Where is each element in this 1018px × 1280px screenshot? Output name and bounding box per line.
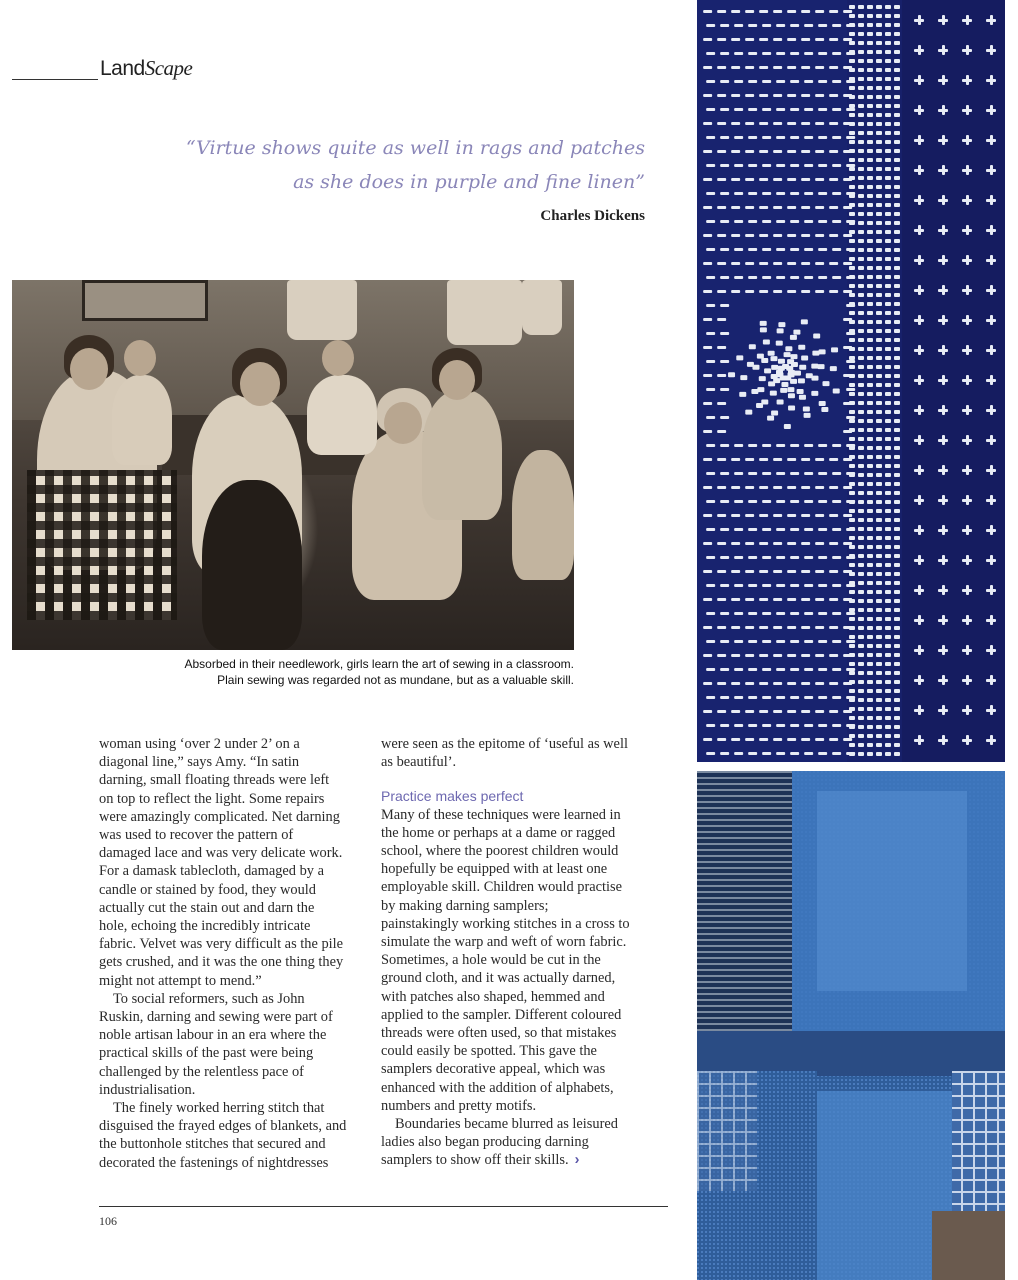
girl-face — [70, 348, 108, 390]
body-line: were seen as the epitome of ‘useful as well — [381, 736, 628, 752]
hanging-garment — [447, 280, 522, 345]
article-right-column — [381, 735, 643, 1170]
body-line: Boundaries became blurred as leisured — [395, 1116, 618, 1133]
body-line: numbers and pretty motifs. — [381, 1097, 537, 1114]
quote-line-2: as she does in purple and fine linen” — [293, 171, 645, 193]
body-line: employable skill. Children would practise — [381, 879, 622, 896]
body-line: could easily be spotted. This gave the — [381, 1043, 597, 1060]
body-line: candle or stained by food, they would — [99, 881, 317, 898]
masthead — [12, 56, 193, 82]
body-line: woman using ‘over 2 under 2’ on a — [99, 736, 300, 752]
body-line: the buttonhole stitches that secured and — [99, 1136, 326, 1153]
girl-face — [240, 362, 280, 406]
body-line: hole, echoing the incredibly intricate — [99, 918, 311, 935]
photo-caption — [12, 656, 574, 688]
body-line: might not attempt to mend.” — [99, 972, 262, 989]
quote-attribution: Charles Dickens — [540, 208, 645, 224]
page-number: 106 — [99, 1214, 117, 1228]
pull-quote — [150, 131, 645, 199]
quote-line-1: “Virtue shows quite as well in rags and patches — [185, 137, 645, 159]
body-line: hopefully be equipped with at least one — [381, 861, 608, 878]
caption-line-2: Plain sewing was regarded not as mundane, but as a valuable skill. — [217, 673, 574, 687]
body-line: school, where the poorest children would — [381, 843, 619, 860]
body-line: The finely worked herring stitch that — [113, 1100, 325, 1117]
final-text: samplers to show off their skills. — [381, 1152, 569, 1169]
body-line: For a damask tablecloth, damaged by a — [99, 863, 324, 880]
plaid-skirt — [27, 470, 177, 620]
body-line: with patches also shaped, hemmed and — [381, 988, 605, 1005]
body-line: Many of these techniques were learned in — [381, 806, 621, 823]
body-line: applied to the sampler. Different coloured — [381, 1006, 622, 1023]
girl-face — [384, 402, 422, 444]
body-line: decorated the fastenings of nightdresses — [99, 1154, 329, 1171]
body-line: the home or perhaps at a dame or ragged — [381, 824, 616, 841]
sashiko-stitch-pattern — [697, 0, 1005, 762]
article-left-column — [99, 735, 357, 1172]
body-line: gets crushed, and it was the one thing they — [99, 954, 344, 971]
body-line-final — [381, 1151, 643, 1169]
body-line: on top to reflect the light. Some repairs — [99, 790, 325, 807]
body-line: diagonal line,” says Amy. “In satin — [99, 754, 300, 771]
body-line: practical skills of the past were being — [99, 1045, 314, 1062]
patched-indigo-cloth — [697, 771, 1005, 1280]
body-line: disguised the frayed edges of blankets, and — [99, 1118, 347, 1135]
seated-girl — [422, 390, 502, 520]
logo-land: Land — [100, 57, 145, 80]
footer-rule — [99, 1206, 668, 1207]
boro-textile-image-bottom — [697, 771, 1005, 1280]
body-line: samplers decorative appeal, which was — [381, 1061, 606, 1078]
body-line: as beautiful’. — [381, 754, 457, 771]
body-line: actually cut the stain out and darn the — [99, 899, 315, 916]
hanging-garment — [287, 280, 357, 340]
seated-girl — [307, 375, 377, 455]
magazine-logo — [98, 56, 194, 81]
body-line: challenged by the relentless pace of — [99, 1063, 304, 1080]
body-line: Ruskin, darning and sewing were part of — [99, 1009, 333, 1026]
body-line: ground cloth, and it was actually darned, — [381, 970, 616, 987]
body-line: darning, small floating threads were left — [99, 772, 330, 789]
end-mark-icon: › — [574, 1152, 580, 1169]
body-line: threads were often used, so that mistakes — [381, 1025, 617, 1042]
classroom-photo — [12, 280, 574, 650]
body-line: ladies also began producing darning — [381, 1134, 589, 1151]
caption-line-1: Absorbed in their needlework, girls learn the art of sewing in a classroom. — [184, 657, 574, 671]
body-line: Sometimes, a hole would be cut in the — [381, 952, 601, 969]
body-line: fabric. Velvet was very difficult as the pile — [99, 936, 344, 953]
section-subheading: Practice makes perfect — [381, 788, 524, 805]
body-line: by making darning samplers; — [381, 897, 549, 914]
body-line: were amazingly complicated. Net darning — [99, 808, 340, 825]
body-line: industrialisation. — [99, 1081, 196, 1098]
body-line: damaged lace and was very delicate work. — [99, 845, 343, 862]
hanging-garment — [522, 280, 562, 335]
body-line: enhanced with the addition of alphabets, — [381, 1079, 614, 1096]
body-line: painstakingly working stitches in a cross to — [381, 915, 630, 932]
photo-window — [82, 280, 208, 321]
body-line: noble artisan labour in an era where the — [99, 1027, 327, 1044]
seated-girl — [112, 375, 172, 465]
girl-face — [124, 340, 156, 376]
logo-scape: Scape — [144, 56, 193, 80]
body-line: was used to recover the pattern of — [99, 827, 294, 844]
seated-girl — [512, 450, 574, 580]
girl-face — [322, 340, 354, 376]
boro-textile-image-top — [697, 0, 1005, 762]
dark-skirt — [202, 480, 302, 650]
body-line: simulate the warp and weft of worn fabric. — [381, 934, 627, 951]
girl-face — [439, 360, 475, 400]
body-line: To social reformers, such as John — [113, 990, 305, 1007]
